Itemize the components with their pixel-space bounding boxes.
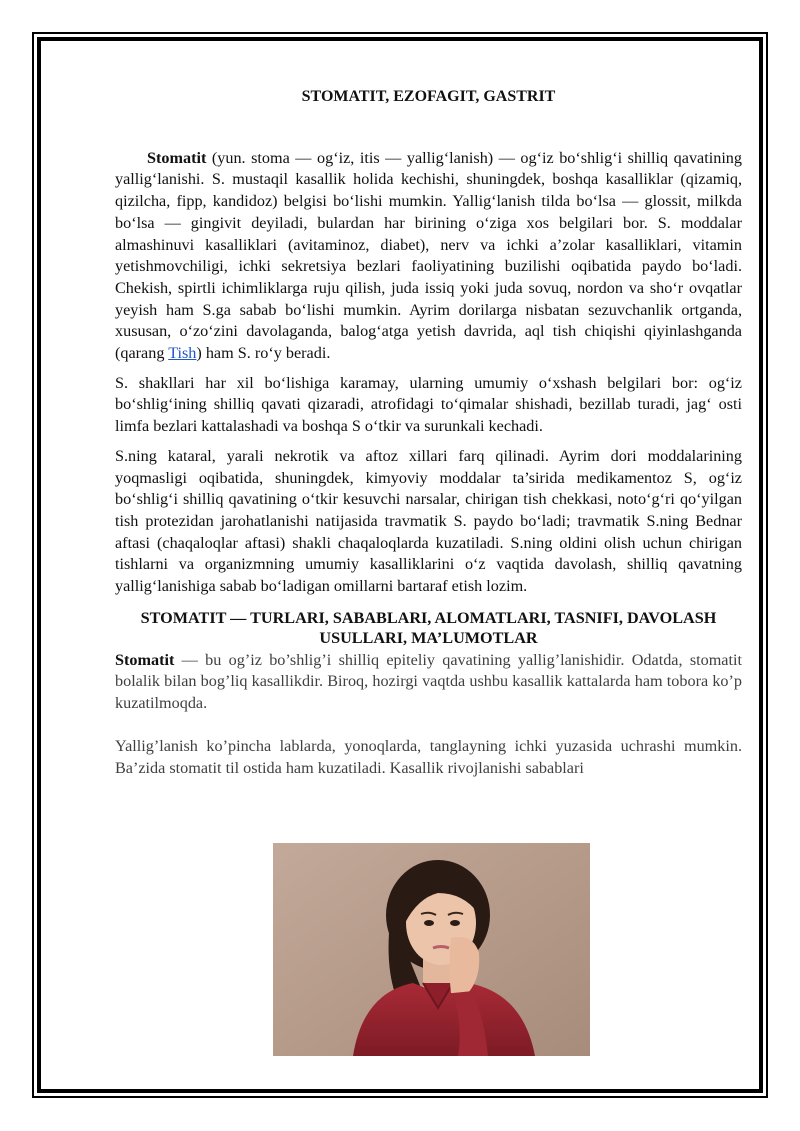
page-title: STOMATIT, EZOFAGIT, GASTRIT bbox=[301, 88, 556, 105]
paragraph-symptoms: S. shakllari har xil bo‘lishiga karamay, ularning umumiy o‘xshash belgilari bor: og‘iz bo‘shlig‘ining shilliq qavati qizaradi, atrofidagi to‘qimalar shishadi, bezillab turadi, jag‘ osti limfa bezlari kattalashadi va boshqa S o‘tkir va surunkali kechadi. bbox=[115, 373, 742, 436]
woman-toothache-photo bbox=[273, 843, 590, 1056]
paragraph-intro bbox=[115, 650, 742, 715]
term-stomatit-2: Stomatit bbox=[115, 650, 175, 669]
section-heading: STOMATIT — TURLARI, SABABLARI, ALOMATLARI, TASNIFI, DAVOLASH USULLARI, MA’LUMOTLAR bbox=[140, 608, 717, 647]
paragraph-text-end: ) ham S. ro‘y beradi. bbox=[196, 344, 331, 363]
document-body bbox=[115, 80, 742, 779]
paragraph-text: (yun. stoma — og‘iz, itis — yallig‘lanish) — og‘iz bo‘shlig‘i shilliq qavatining yallig‘lanishi. S. mustaqil kasallik holida kechishi, shuningdek, boshqa kasalliklar (qizamiq, qizilcha, fipp, kandidoz) belgisi bo‘lishi mumkin. Yallig‘lanish tilda bo‘lsa — glossit, milkda bo‘lsa — gingivit deyiladi, bulardan har birining o‘ziga xos belgilari bor. S. moddalar almashinuvi kasalliklari (avitaminoz, diabet), nerv va ichki a’zolar kasalliklari, vitamin yetishmovchiligi, ichki sekretsiya bezlari faoliyatining buzilishi oqibatida paydo bo‘ladi. Chekish, spirtli ichimliklarga ruju qilish, juda issiq yoki juda sovuq, nordon va sho‘r ovqatlar yeyish ham S.ga sabab bo‘lishi mumkin. Ayrim dorilarga nisbatan sezuvchanlik ortganda, xususan, o‘zo‘zini davolaganda, balog‘atga yetish davrida, aql tish chiqishi qiyinlashganda (qarang bbox=[115, 148, 742, 363]
paragraph-text: — bu og’iz bo’shlig’i shilliq epiteliy qavatining yallig’lanishidir. Odatda, stomatit bolalik bilan bog’liq kasallikdir. Biroq, hozirgi vaqtda ushbu kasallik kattalarda ham tobora ko’p kuzatilmoqda. bbox=[115, 650, 742, 713]
term-stomatit: Stomatit bbox=[147, 148, 207, 167]
paragraph-stomatit-definition bbox=[115, 148, 742, 365]
paragraph-locations: Yallig’lanish ko’pincha lablarda, yonoqlarda, tanglayning ichki yuzasida uchrashi mumkin. Ba’zida stomatit til ostida ham kuzatiladi. Kasallik rivojlanishi sabablari bbox=[115, 736, 742, 777]
paragraph-types: S.ning kataral, yarali nekrotik va aftoz xillari farq qilinadi. Ayrim dori moddalarining yoqmasligi oqibatida, shuningdek, kimyoviy moddalar ta’sirida medikamentoz S, og‘iz bo‘shlig‘i shilliq qavatining o‘tkir kesuvchi narsalar, chirigan tish chekkasi, noto‘g‘ri qo‘yilgan tish protezidan jarohatlanishi natijasida travmatik S. paydo bo‘ladi; travmatik S.ning Bednar aftasi (chaqaloqlar aftasi) shakli chaqaloqlarda kuzatiladi. S.ning oldini olish uchun chirigan tishlarni va organizmning umumiy kasalliklarini o‘z vaqtida davolash, shilliq qavatning yallig‘lanishiga sabab bo‘ladigan omillarni bartaraf etish lozim. bbox=[115, 446, 742, 596]
photo-illustration bbox=[273, 843, 590, 1056]
link-tish[interactable]: Tish bbox=[168, 344, 197, 363]
